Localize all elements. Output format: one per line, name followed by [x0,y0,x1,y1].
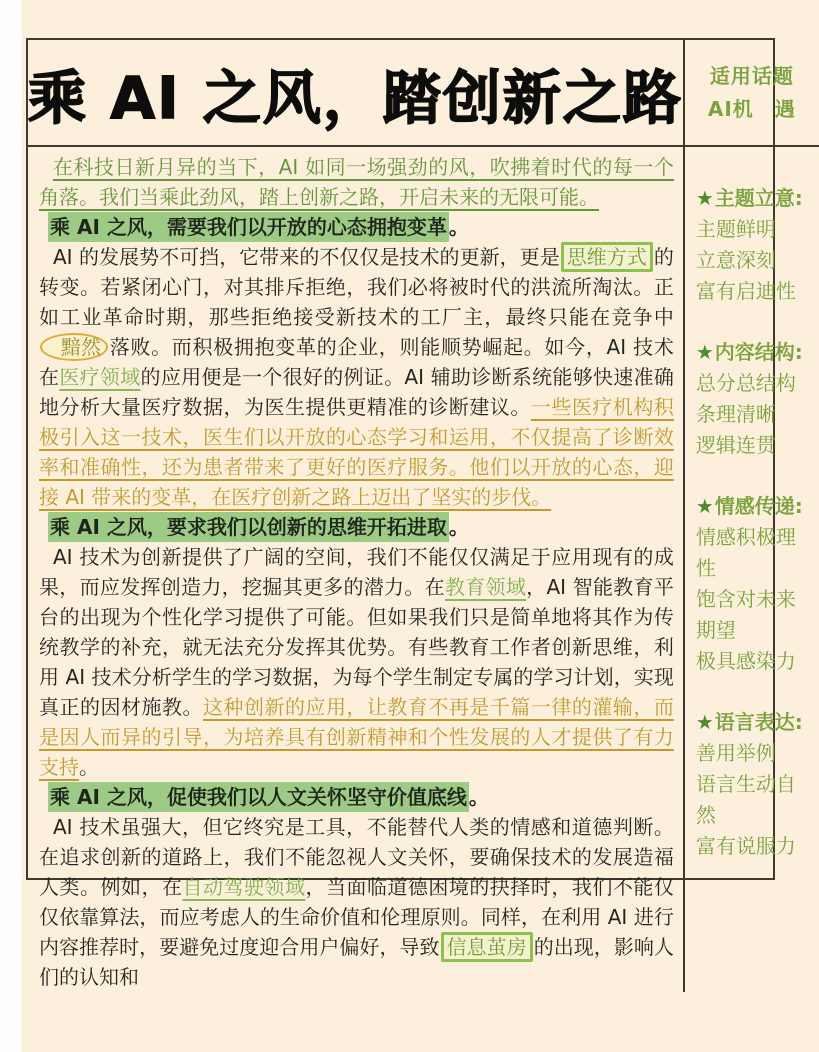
essay-segment-plain-bold: 。 [468,785,489,809]
body-paragraph-1 [39,242,674,512]
essay-card [26,38,803,989]
sidebar-item: 情感积极理性 [695,525,796,580]
essay-segment-plain: 落败。而积极拥抱变革的企业，则能顺势崛起。如今，AI 技术在 [39,335,674,389]
sidebar-item: 善用举例 [695,741,776,765]
evaluation-sidebar [683,147,819,992]
sidebar-item: 饱含对未来期望 [695,587,796,642]
page-left-margin [0,0,22,1052]
sidebar-item: 主题鲜明 [695,217,776,241]
essay-segment-circled: 黯然 [40,333,108,361]
subheading-1 [39,212,674,242]
sidebar-item: 极具感染力 [695,649,796,673]
intro-paragraph [39,152,674,212]
sidebar-item: 富有启迪性 [695,279,796,303]
sidebar-section [696,337,813,461]
star-icon: ★ [695,710,714,734]
subheading-3 [39,782,674,812]
sidebar-section-title: ★情感传递: [695,494,803,518]
topic-label: 适用话题 [709,63,794,88]
essay-segment-boxed: 信息茧房 [441,932,533,962]
essay-segment-plain: 的转变。若紧闭心门，对其排斥拒绝，我们必将被时代的洪流所淘汰。正如工业革命时期，那些拒绝接受新技术的工厂主，最终只能在竞争中 [39,245,674,329]
sidebar-item: 富有说服力 [695,834,796,858]
essay-segment-term-underline: 教育领域 [444,575,527,599]
essay-segment-plain: 。 [79,755,99,779]
sidebar-item: 逻辑连贯 [695,433,776,457]
essay-segment-plain: 的出现，影响人们的认知和 [39,935,674,989]
essay-segment-plain: AI 技术虽强大，但它终究是工具，不能替代人类的情感和道德判断。在追求创新的道路上，我们不能忽视人文关怀，要确保技术的发展造福人类。例如，在 [39,815,674,899]
essay-body [28,147,683,992]
sidebar-item: 立意深刻 [695,248,776,272]
sidebar-item: 条理清晰 [695,402,776,426]
essay-segment-plain: ，AI 智能教育平台的出现为个性化学习提供了可能。但如果我们只是简单地将其作为传统教学的补充，就无法充分发挥其优势。有些教育工作者创新思维，利用 AI 技术分析学生的学习数据，为每个学生制定专属的学习计划，实现真正的因材施教。 [39,575,674,719]
topic-box [683,40,819,147]
sidebar-item: 语言生动自然 [695,772,796,827]
star-icon: ★ [695,494,714,518]
essay-segment-gold-underline: 这种创新的应用，让教育不再是千篇一律的灌输，而是因人而异的引导，为培养具有创新精神和个性发展的人才提供了有力支持 [39,695,674,779]
essay-segment-plain-bold: 。 [448,215,469,239]
essay-segment-highlight: 乘 AI 之风，要求我们以创新的思维开拓进取 [48,512,449,542]
topic-value: AI机 遇 [707,96,796,121]
page-title: 乘 AI 之风，踏创新之路 [28,63,683,132]
essay-segment-boxed: 思维方式 [561,242,653,272]
sidebar-section [696,491,813,677]
sidebar-section [696,183,813,307]
essay-segment-term-underline: 医疗领域 [59,365,141,389]
essay-segment-plain: ，当面临道德困境的抉择时，我们不能仅仅依靠算法，而应考虑人的生命价值和伦理原则。同样，在利用 AI 进行内容推荐时，要避免过度迎合用户偏好，导致 [39,875,674,959]
star-icon: ★ [695,186,714,210]
body-paragraph-2 [39,542,674,782]
subheading-2 [39,512,674,542]
essay-segment-green-underline: 在科技日新月异的当下，AI 如同一场强劲的风，吹拂着时代的每一个角落。我们当乘此劲风，踏上创新之路，开启未来的无限可能。 [39,155,674,209]
sidebar-section [696,707,813,862]
essay-segment-highlight: 乘 AI 之风，促使我们以人文关怀坚守价值底线 [48,782,469,812]
sidebar-section-title: ★语言表达: [695,710,803,734]
star-icon: ★ [695,340,714,364]
essay-segment-gold-underline: 一些医疗机构积极引入这一技术，医生们以开放的心态学习和运用，不仅提高了诊断效率和准确性，还为患者带来了更好的医疗服务。他们以开放的心态，迎接 AI 带来的变革，在医疗创新之路上迈出了坚实的步伐。 [39,395,674,509]
essay-segment-plain: AI 技术为创新提供了广阔的空间，我们不能仅仅满足于应用现有的成果，而应发挥创造力，挖掘其更多的潜力。在 [39,545,674,599]
essay-segment-highlight: 乘 AI 之风，需要我们以开放的心态拥抱变革 [48,212,449,242]
title-row [28,40,683,147]
sidebar-section-title: ★内容结构: [695,340,803,364]
essay-segment-plain: AI 的发展势不可挡，它带来的不仅仅是技术的更新，更是 [53,245,560,269]
essay-segment-term-underline: 自动驾驶领域 [182,875,306,899]
sidebar-item: 总分总结构 [695,371,796,395]
essay-segment-plain-bold: 。 [448,515,469,539]
body-paragraph-3 [39,812,674,992]
sidebar-section-title: ★主题立意: [695,186,803,210]
essay-segment-plain: 的应用便是一个很好的例证。AI 辅助诊断系统能够快速准确地分析大量医疗数据，为医生提供更精准的诊断建议。 [39,365,674,419]
